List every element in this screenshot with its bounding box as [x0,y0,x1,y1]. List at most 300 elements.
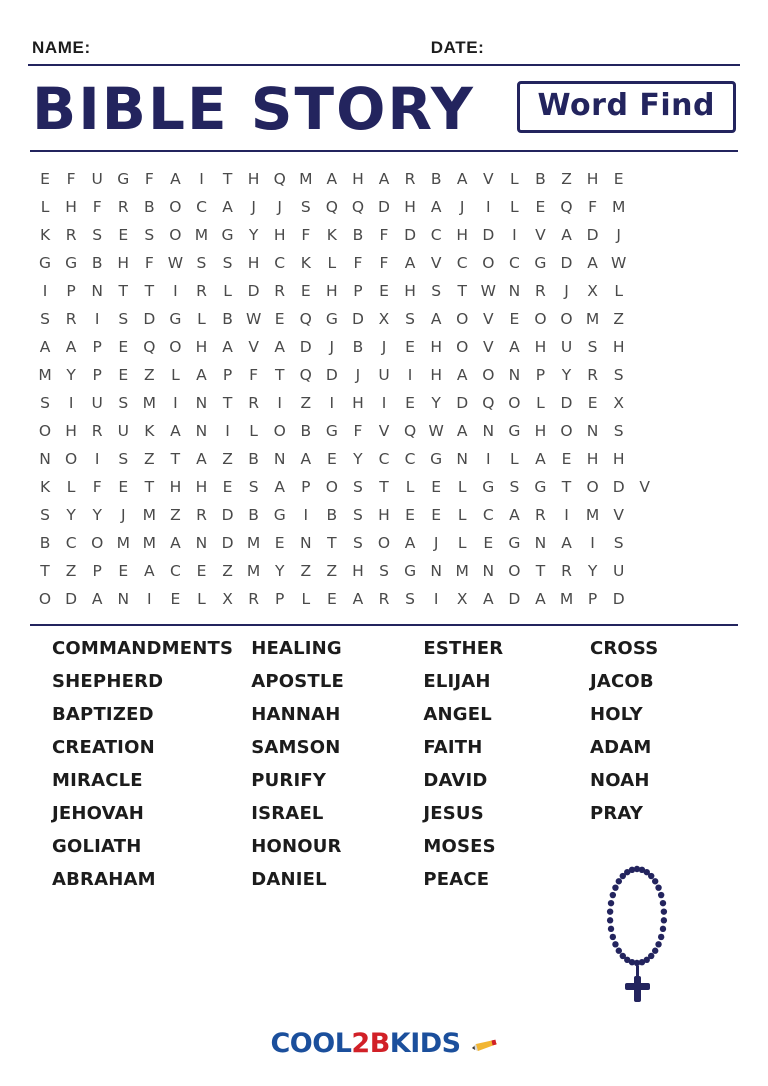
grid-letter: M [38,366,52,384]
word-list-column-2 [233,638,405,902]
grid-letter: T [457,282,467,300]
grid-letter: E [326,450,337,468]
grid-letter [684,224,710,246]
grid-letter: J [355,366,361,384]
word-list-item: DAVID [423,770,488,791]
grid-letter: S [613,534,624,552]
grid-letter: I [329,394,335,412]
grid-letter: O [273,422,286,440]
grid-letter: H [404,198,416,216]
grid-letter: T [274,366,285,384]
grid-letter: C [274,254,286,272]
grid-letter: N [91,282,103,300]
grid-letter: Z [170,506,181,524]
grid-letter: F [353,254,363,272]
grid-letter [684,364,710,386]
grid-letter: A [39,338,51,356]
grid-letter: F [249,366,259,384]
grid-letter [710,280,736,302]
grid-letter: G [508,422,521,440]
grid-letter: F [144,254,154,272]
grid-letter [710,308,736,330]
grid-letter: E [274,310,285,328]
grid-letter [658,364,684,386]
grid-letter: A [274,478,285,496]
grid-letter: A [456,422,468,440]
grid-letter: O [482,254,495,272]
name-label: NAME: [32,38,91,57]
grid-letter: P [92,338,102,356]
grid-letter: R [274,282,286,300]
grid-letter: E [561,450,572,468]
grid-letter [684,504,710,526]
grid-letter: M [116,534,130,552]
grid-letter [710,252,736,274]
grid-letter: E [170,590,181,608]
grid-letter: G [482,478,495,496]
grid-letter: L [301,590,311,608]
grid-letter: Y [431,394,441,412]
grid-letter [632,196,658,218]
grid-letter: C [196,198,207,216]
grid-letter [658,252,684,274]
grid-letter: S [613,366,624,384]
grid-letter: I [68,394,74,412]
grid-letter: P [275,590,285,608]
grid-letter: I [381,394,387,412]
grid-letter [658,420,684,442]
grid-divider [30,624,738,626]
grid-letter: E [40,170,50,188]
grid-letter: D [143,310,156,328]
grid-letter [684,588,710,610]
grid-letter: W [611,254,627,272]
grid-letter: Q [273,170,286,188]
student-info-row [28,38,740,66]
grid-letter: Y [561,366,572,384]
word-list-item: GOLIATH [52,836,142,857]
grid-letter: D [325,366,338,384]
grid-letter: P [92,562,102,580]
grid-letter: V [482,310,494,328]
grid-letter: J [277,198,282,216]
word-list-item: CREATION [52,737,155,758]
grid-letter: B [352,338,364,356]
grid-letter: J [616,226,621,244]
grid-letter: G [169,310,182,328]
grid-letter: L [197,310,206,328]
grid-letter: S [509,478,520,496]
grid-letter [710,364,736,386]
grid-letter: M [142,506,156,524]
grid-letter: T [379,478,389,496]
grid-letter: O [560,422,573,440]
grid-letter: Q [299,366,312,384]
grid-letter: I [564,506,569,524]
grid-letter: R [65,226,77,244]
word-list-item: CROSS [589,638,659,659]
grid-letter: S [613,422,624,440]
grid-letter: J [251,198,256,216]
grid-letter: D [65,590,78,608]
grid-letter: L [327,254,337,272]
grid-letter: L [457,478,467,496]
grid-letter: Y [587,562,598,580]
grid-letter: H [586,170,599,188]
title-row [32,75,736,143]
grid-letter [684,196,710,218]
grid-letter: W [480,282,496,300]
grid-letter: N [273,450,286,468]
word-list-item: ELIJAH [423,671,491,692]
grid-letter [658,588,684,610]
grid-letter: R [535,282,546,300]
grid-letter: V [613,506,624,524]
grid-letter: N [482,422,495,440]
grid-letter: S [352,506,363,524]
grid-letter [658,448,684,470]
grid-letter: S [300,198,311,216]
grid-letter: A [170,170,181,188]
grid-letter: F [588,198,598,216]
grid-letter: B [39,534,51,552]
grid-letter: M [585,506,600,524]
grid-letter: U [378,366,390,384]
grid-letter: D [404,226,417,244]
grid-letter [710,196,736,218]
word-list-item: SAMSON [251,737,341,758]
grid-letter: O [169,226,182,244]
grid-letter: O [586,478,599,496]
grid-letter: G [404,562,417,580]
grid-letter: I [407,366,413,384]
grid-letter: B [430,170,442,188]
date-label: DATE: [430,38,485,57]
grid-letter: S [40,394,50,412]
grid-letter: S [144,226,155,244]
grid-letter: A [170,534,181,552]
grid-letter [710,392,736,414]
grid-letter: M [142,394,156,412]
grid-letter: R [404,170,416,188]
grid-letter: J [120,506,126,524]
grid-letter: E [483,534,494,552]
grid-letter [710,560,736,582]
grid-letter: H [534,422,547,440]
grid-letter: Q [325,198,338,216]
grid-letter: A [170,422,181,440]
word-list-column-1 [34,638,233,902]
grid-letter: N [299,534,312,552]
word-list-item: HEALING [251,638,342,659]
grid-letter: A [404,254,416,272]
pencil-icon [472,1029,498,1060]
page-title: BIBLE STORY [32,75,475,143]
grid-letter [632,420,658,442]
word-list-item: ESTHER [423,638,504,659]
word-list-item: PURIFY [251,770,327,791]
grid-letter: B [326,506,338,524]
grid-letter: D [247,282,260,300]
grid-letter: A [587,254,598,272]
grid-letter: Z [561,170,572,188]
grid-letter [710,532,736,554]
grid-letter: B [535,170,546,188]
grid-letter: P [535,366,546,384]
site-logo [0,1028,768,1060]
grid-letter: D [221,534,234,552]
grid-letter: H [352,394,364,412]
grid-letter: Z [222,562,233,580]
grid-letter: S [40,310,50,328]
grid-letter [710,588,736,610]
grid-letter: S [431,282,442,300]
grid-letter: H [117,254,130,272]
grid-letter: H [169,478,182,496]
grid-letter: J [564,282,569,300]
grid-letter: A [456,366,468,384]
grid-letter: C [482,506,494,524]
grid-letter: A [222,198,233,216]
grid-letter: Y [274,562,285,580]
grid-letter: U [91,394,103,412]
grid-letter: H [612,450,625,468]
grid-letter: D [560,254,573,272]
grid-letter: L [510,198,519,216]
grid-letter: H [352,562,364,580]
grid-letter: K [39,226,51,244]
grid-letter: Y [248,226,259,244]
word-list-item: APOSTLE [251,671,345,692]
grid-letter: R [117,198,129,216]
grid-letter: E [405,338,415,356]
grid-letter: O [169,198,182,216]
grid-letter [710,504,736,526]
grid-letter: L [457,534,467,552]
grid-letter: Q [482,394,495,412]
grid-letter: Y [92,506,102,524]
grid-letter: D [351,310,364,328]
grid-letter: U [612,562,625,580]
grid-letter: P [587,590,598,608]
grid-letter: B [248,450,259,468]
grid-letter: I [94,450,100,468]
grid-letter: T [222,394,233,412]
puzzle-type-badge: Word Find [517,81,736,133]
grid-letter: Q [143,338,156,356]
grid-letter: B [144,198,155,216]
grid-letter: I [173,282,178,300]
grid-letter: A [222,338,233,356]
grid-letter: K [300,254,311,272]
grid-letter: W [245,310,262,328]
grid-letter: O [65,450,78,468]
grid-letter: A [509,338,520,356]
grid-letter: J [433,534,439,552]
grid-letter: G [534,478,547,496]
grid-letter: H [326,282,338,300]
grid-letter: N [534,534,547,552]
grid-letter: Z [65,562,77,580]
grid-letter: R [248,590,259,608]
grid-letter: E [613,170,624,188]
word-list-item: COMMANDMENTS [52,638,234,659]
grid-letter: H [612,338,625,356]
grid-letter: C [404,450,416,468]
grid-letter: H [430,366,442,384]
grid-letter: A [404,534,416,552]
grid-letter: I [486,450,491,468]
rosary-icon [584,858,694,1008]
grid-letter: G [534,254,547,272]
grid-letter: C [65,534,77,552]
grid-letter: R [196,282,207,300]
grid-letter: N [117,590,130,608]
grid-letter [710,476,736,498]
grid-letter: H [378,506,390,524]
grid-letter: L [171,366,180,384]
grid-letter [684,448,710,470]
grid-letter: D [456,394,469,412]
grid-letter: B [222,310,233,328]
grid-letter: C [430,226,442,244]
word-list-item: FAITH [423,737,483,758]
grid-letter: H [195,478,208,496]
word-list-item: ABRAHAM [52,869,156,890]
grid-letter: R [535,506,546,524]
grid-letter: A [430,198,442,216]
word-list-item: MIRACLE [52,770,143,791]
grid-letter: E [535,198,546,216]
grid-letter: G [430,450,443,468]
grid-letter: X [587,282,598,300]
grid-letter: G [65,254,78,272]
grid-letter: M [194,226,209,244]
grid-letter: M [246,534,261,552]
grid-letter: K [39,478,51,496]
grid-letter: O [508,562,521,580]
grid-letter [684,336,710,358]
grid-letter [632,448,658,470]
grid-letter: S [118,450,129,468]
grid-letter: R [196,506,207,524]
grid-letter: C [378,450,390,468]
grid-letter: E [118,562,129,580]
grid-letter: E [118,478,129,496]
grid-letter: R [378,590,390,608]
grid-letter [684,532,710,554]
grid-letter: W [428,422,444,440]
grid-letter: L [510,450,519,468]
grid-letter: L [536,394,545,412]
grid-letter: E [405,394,415,412]
grid-letter: E [431,478,442,496]
grid-letter [684,252,710,274]
grid-letter: N [482,562,495,580]
grid-letter: G [273,506,286,524]
grid-letter: S [405,310,415,328]
grid-letter: Q [299,310,312,328]
grid-letter: N [195,534,208,552]
grid-letter: C [508,254,520,272]
word-search-grid [32,168,736,610]
grid-letter: O [482,366,495,384]
grid-letter: Z [144,366,155,384]
grid-letter: H [273,226,286,244]
grid-letter: R [91,422,103,440]
grid-letter: F [379,254,389,272]
grid-letter: D [508,590,521,608]
grid-letter [658,224,684,246]
grid-letter: J [329,338,335,356]
word-list-column-3 [405,638,572,902]
grid-letter: O [508,394,521,412]
logo-part-kids: KIDS [389,1028,461,1059]
grid-letter: I [199,170,204,188]
word-list-item: BAPTIZED [52,704,154,725]
grid-letter: I [433,590,439,608]
grid-letter: S [118,310,129,328]
grid-letter: F [144,170,154,188]
grid-letter: H [456,226,469,244]
grid-letter: W [167,254,184,272]
grid-letter: K [326,226,337,244]
grid-letter: E [118,226,129,244]
grid-letter: E [196,562,207,580]
grid-letter: V [430,254,442,272]
grid-letter: L [40,198,50,216]
grid-letter [710,448,736,470]
grid-letter: P [92,366,102,384]
grid-letter: E [509,310,520,328]
grid-letter: E [300,282,311,300]
grid-letter: O [325,478,338,496]
grid-letter: V [482,338,494,356]
grid-letter: I [225,422,230,440]
grid-letter: G [39,254,52,272]
grid-letter: A [430,310,442,328]
word-list-item: ADAM [589,737,652,758]
grid-letter: J [459,198,465,216]
grid-letter: O [456,310,469,328]
grid-letter: Q [560,198,573,216]
grid-letter: H [534,338,547,356]
grid-letter: M [559,590,574,608]
grid-letter: V [639,478,651,496]
grid-letter: I [590,534,595,552]
grid-letter: U [117,422,129,440]
grid-letter: H [404,282,416,300]
grid-letter: D [560,394,573,412]
grid-letter: T [118,282,128,300]
grid-letter: I [486,198,491,216]
grid-letter: A [144,562,155,580]
grid-letter: N [508,366,521,384]
grid-letter: U [560,338,573,356]
grid-letter [658,392,684,414]
grid-letter: P [66,282,76,300]
grid-letter [684,560,710,582]
grid-letter: A [561,534,572,552]
grid-letter: H [195,338,208,356]
grid-letter: H [65,198,77,216]
grid-letter: G [221,226,234,244]
grid-letter: O [169,338,182,356]
grid-letter: E [118,366,129,384]
grid-letter: A [65,338,77,356]
grid-letter [684,476,710,498]
grid-letter: I [147,590,152,608]
